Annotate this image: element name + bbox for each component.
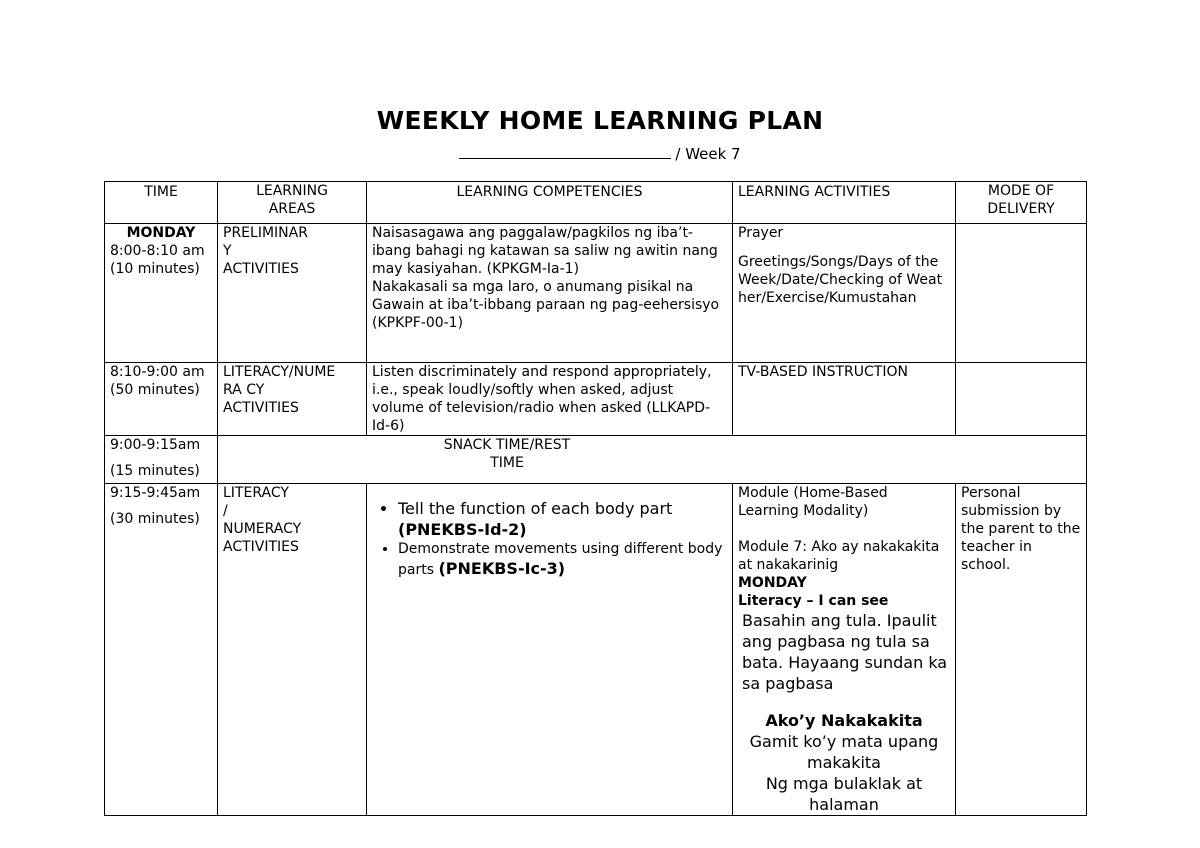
area-cell (218, 484, 367, 816)
time-range: 8:10-9:00 am (110, 364, 205, 380)
area-text: LITERACY (223, 485, 289, 501)
area-text: ACTIVITIES (223, 400, 299, 416)
competency-code: (PNEKBS-Id-2) (398, 520, 527, 539)
mode-cell (956, 484, 1087, 816)
header-activities: LEARNING ACTIVITIES (733, 182, 956, 224)
area-text: ACTIVITIES (223, 539, 299, 555)
table-row (105, 484, 1087, 816)
page-title: WEEKLY HOME LEARNING PLAN (376, 106, 824, 135)
area-text: PRELIMINAR (223, 225, 308, 241)
list-item (398, 498, 727, 540)
competency-cell: Listen discriminately and respond appropriately, i.e., speak loudly/softly when asked, adjust volume of television/radio when asked (LLKAPD-Id-6) (367, 363, 733, 436)
competency-text: Tell the function of each body part (398, 499, 673, 518)
time-range: 8:00-8:10 am (110, 243, 205, 259)
poem-line: Gamit ko’y mata upang makakita (749, 732, 939, 772)
blank-line (459, 144, 671, 159)
snack-time-cell (218, 436, 1087, 484)
area-cell (218, 363, 367, 436)
activity-cell: TV-BASED INSTRUCTION (733, 363, 956, 436)
week-label: / Week 7 (675, 145, 741, 163)
poem-line: Ng mga bulaklak at halaman (765, 774, 923, 814)
area-text: LITERACY/NUME (223, 364, 336, 380)
day-label: MONDAY (738, 575, 807, 591)
table-row (105, 363, 1087, 436)
competency-text: Naisasagawa ang paggalaw/pagkilos ng iba’t-ibang bahagi ng katawan sa saliw ng awitin nang may kasiyahan. (KPKGM-Ia-1) (372, 225, 718, 277)
time-range: 9:15-9:45am (110, 485, 201, 501)
week-subtitle (0, 144, 1200, 163)
learning-plan-table (104, 181, 1087, 816)
table-row (105, 224, 1087, 363)
time-cell (105, 363, 218, 436)
instruction-text: Basahin ang tula. Ipaulit ang pagbasa ng tula sa bata. Hayaang sundan ka sa pagbasa (742, 611, 948, 693)
activity-text: Prayer (738, 225, 784, 241)
competency-code: (PNEKBS-Ic-3) (438, 559, 566, 578)
header-row (105, 182, 1087, 224)
area-text: NUMERACY (223, 521, 302, 537)
table-row (105, 436, 1087, 484)
time-range: 9:00-9:15am (110, 437, 201, 453)
duration: (50 minutes) (110, 382, 200, 398)
area-text: RA CY (223, 382, 265, 398)
module-text: Module (Home-Based Learning Modality) (738, 485, 888, 519)
competency-text: Nakakasali sa mga laro, o anumang pisikal na Gawain at iba’t-ibbang paraan ng pag-eehersisyo (KPKPF-00-1) (372, 279, 720, 331)
mode-text: Personal submission by the parent to the teacher in school. (961, 485, 1081, 573)
competency-text: Demonstrate movements using different body parts (398, 541, 723, 578)
activity-cell (733, 484, 956, 816)
list-item (398, 540, 727, 579)
module-title: Module 7: Ako ay nakakakita at nakakarinig (738, 539, 940, 573)
header-time: TIME (105, 182, 218, 224)
area-cell (218, 224, 367, 363)
snack-time-label: SNACK TIME/REST TIME (443, 437, 571, 471)
time-cell (105, 484, 218, 816)
time-cell (105, 436, 218, 484)
day-label: MONDAY (126, 225, 196, 241)
header-mode: MODE OF DELIVERY (956, 182, 1087, 224)
literacy-label: Literacy – I can see (738, 593, 889, 609)
area-text: Y (223, 243, 232, 259)
competency-cell (367, 484, 733, 816)
mode-cell (956, 363, 1087, 436)
activity-cell (733, 224, 956, 363)
area-text: ACTIVITIES (223, 261, 299, 277)
time-cell (105, 224, 218, 363)
activity-text: Greetings/Songs/Days of the Week/Date/Checking of Weather/Exercise/Kumustahan (738, 254, 943, 306)
competency-cell (367, 224, 733, 363)
competency-list (372, 498, 727, 579)
mode-cell (956, 224, 1087, 363)
header-learning-areas: LEARNING AREAS (218, 182, 367, 224)
area-text: / (223, 503, 228, 519)
duration: (10 minutes) (110, 261, 200, 277)
duration: (15 minutes) (110, 463, 200, 479)
poem-title: Ako’y Nakakakita (765, 711, 923, 730)
duration: (30 minutes) (110, 511, 200, 527)
header-competencies: LEARNING COMPETENCIES (367, 182, 733, 224)
